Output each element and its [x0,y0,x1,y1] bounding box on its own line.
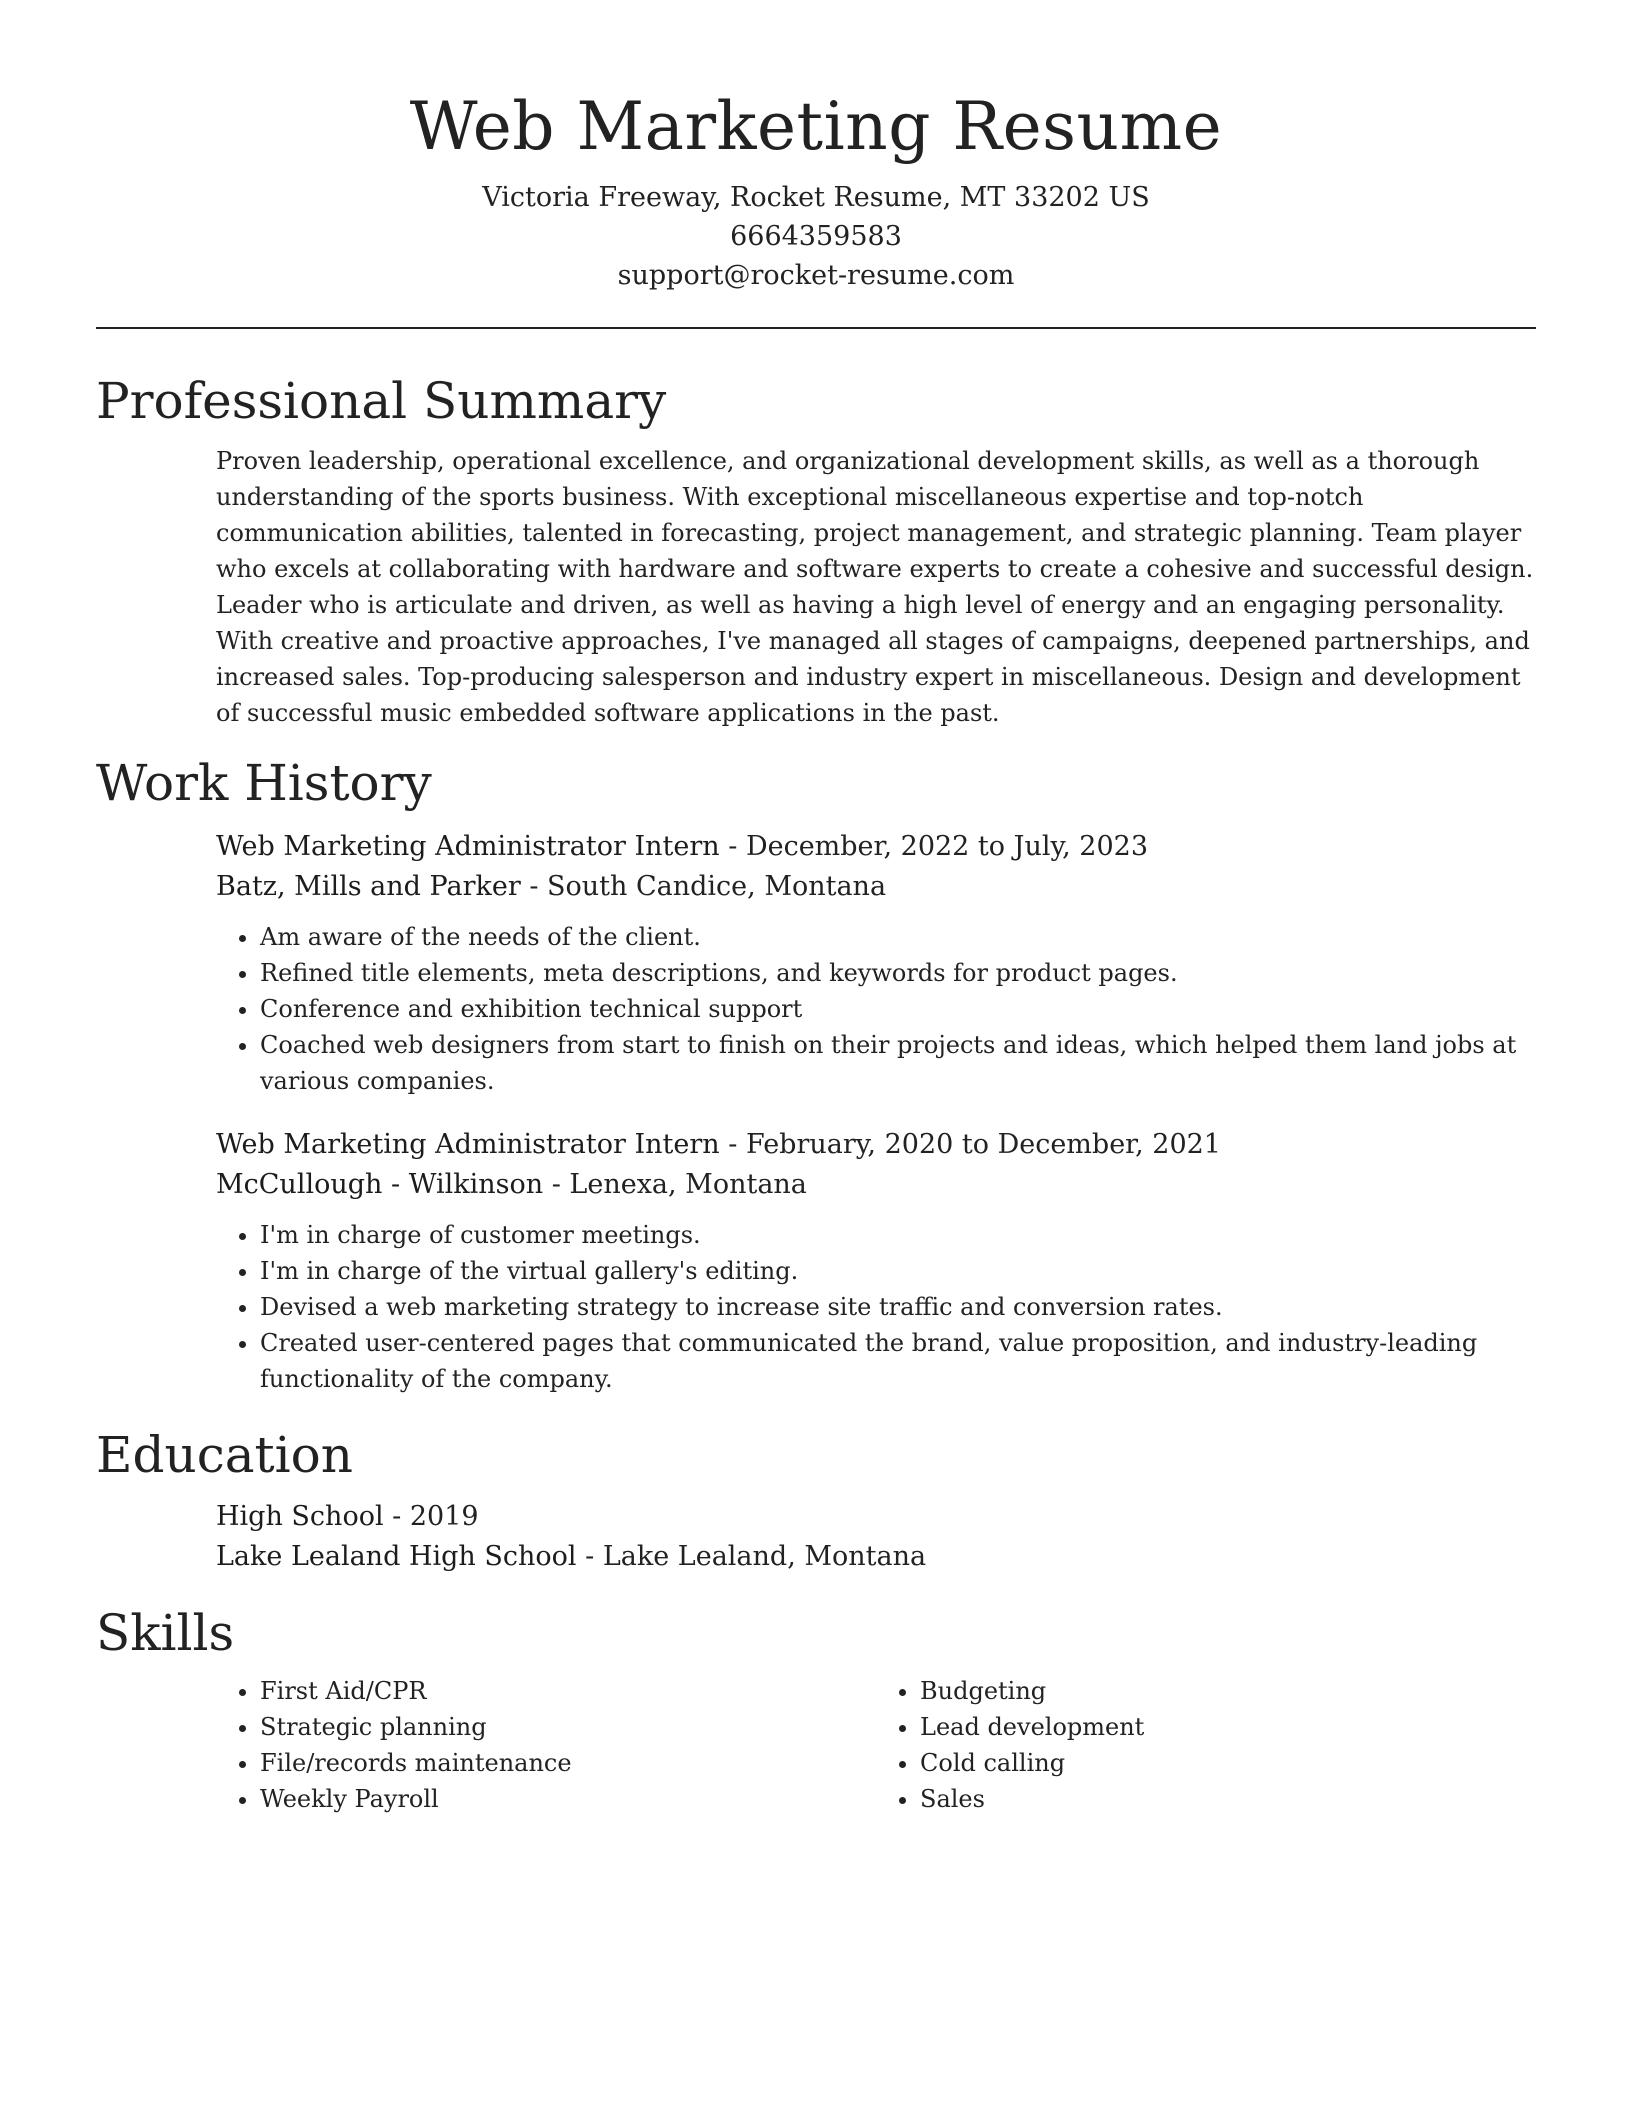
education-school: Lake Lealand High School [216,1541,577,1572]
education-location: - Lake Lealand, Montana [576,1541,927,1572]
job-entry [216,1125,1536,1397]
job-company-line [216,1165,1536,1205]
contact-phone: 6664359583 [730,221,902,252]
education-body [216,1497,1536,1577]
job-title-line [216,1125,1536,1165]
work-history-section [96,751,1536,1397]
contact-email: support@rocket-resume.com [617,260,1015,291]
education-degree: High School [216,1501,384,1532]
section-heading-skills: Skills [96,1604,235,1662]
resume-page [96,0,1536,1817]
skills-body [216,1673,1536,1817]
education-degree-line [216,1497,1536,1537]
skill-item: • Weekly Payroll [260,1781,876,1817]
job-bullet: • I'm in charge of the virtual gallery's editing. [260,1253,1536,1289]
job-location: - Lenexa, Montana [543,1169,807,1200]
job-company-line [216,867,1536,907]
job-bullet: • Devised a web marketing strategy to increase site traffic and conversion rates. [260,1289,1536,1325]
summary-body [216,443,1536,731]
skill-item: • Sales [920,1781,1536,1817]
skill-item: • Lead development [920,1709,1536,1745]
skill-item: • Cold calling [920,1745,1536,1781]
job-title: Web Marketing Administrator Intern [216,831,720,862]
job-entry [216,827,1536,1099]
education-school-line [216,1537,1536,1577]
job-bullet: • Am aware of the needs of the client. [260,919,1536,955]
job-bullet: • Refined title elements, meta descriptions, and keywords for product pages. [260,955,1536,991]
job-dates: - February, 2020 to December, 2021 [719,1129,1221,1160]
job-title: Web Marketing Administrator Intern [216,1129,720,1160]
skill-item: • Budgeting [920,1673,1536,1709]
job-bullet: • Conference and exhibition technical support [260,991,1536,1027]
job-bullet: • I'm in charge of customer meetings. [260,1217,1536,1253]
skills-section [96,1601,1536,1817]
skills-column-left [216,1673,876,1817]
job-location: - South Candice, Montana [520,871,887,902]
professional-summary-section [96,369,1536,731]
job-bullets [216,919,1536,1099]
education-section [96,1423,1536,1577]
job-bullets [216,1217,1536,1397]
section-heading-work: Work History [96,754,432,812]
section-heading-education: Education [96,1426,353,1484]
contact-address: Victoria Freeway, Rocket Resume, MT 33202 US [482,182,1150,213]
job-bullet: • Coached web designers from start to finish on their projects and ideas, which helped them land jobs at various companies. [260,1027,1536,1099]
skills-column-right [876,1673,1536,1817]
header-divider [96,327,1536,329]
contact-info [96,178,1536,295]
job-company: Batz, Mills and Parker [216,871,521,902]
job-title-line [216,827,1536,867]
job-bullet: • Created user-centered pages that communicated the brand, value proposition, and industry-leading functionality of the company. [260,1325,1536,1397]
job-company: McCullough - Wilkinson [216,1169,544,1200]
summary-text: Proven leadership, operational excellence, and organizational development skills, as well as a thorough understanding of the sports business. With exceptional miscellaneous expertise and top-notch communication abilities, talented in forecasting, project management, and strategic planning. Team player who excels at collaborating with hardware and software experts to create a cohesive and successful design. Leader who is articulate and driven, as well as having a high level of energy and an engaging personality. With creative and proactive approaches, I've managed all stages of campaigns, deepened partnerships, and increased sales. Top-producing salesperson and industry expert in miscellaneous. Design and development of successful music embedded software applications in the past. [216,447,1534,727]
skill-item: • First Aid/CPR [260,1673,876,1709]
skills-grid [216,1673,1536,1817]
skill-item: • Strategic planning [260,1709,876,1745]
resume-title: Web Marketing Resume [409,88,1223,165]
section-heading-summary: Professional Summary [96,372,667,430]
education-year: - 2019 [383,1501,479,1532]
job-dates: - December, 2022 to July, 2023 [719,831,1149,862]
skill-item: • File/records maintenance [260,1745,876,1781]
resume-header [96,0,1536,295]
work-body [216,827,1536,1397]
